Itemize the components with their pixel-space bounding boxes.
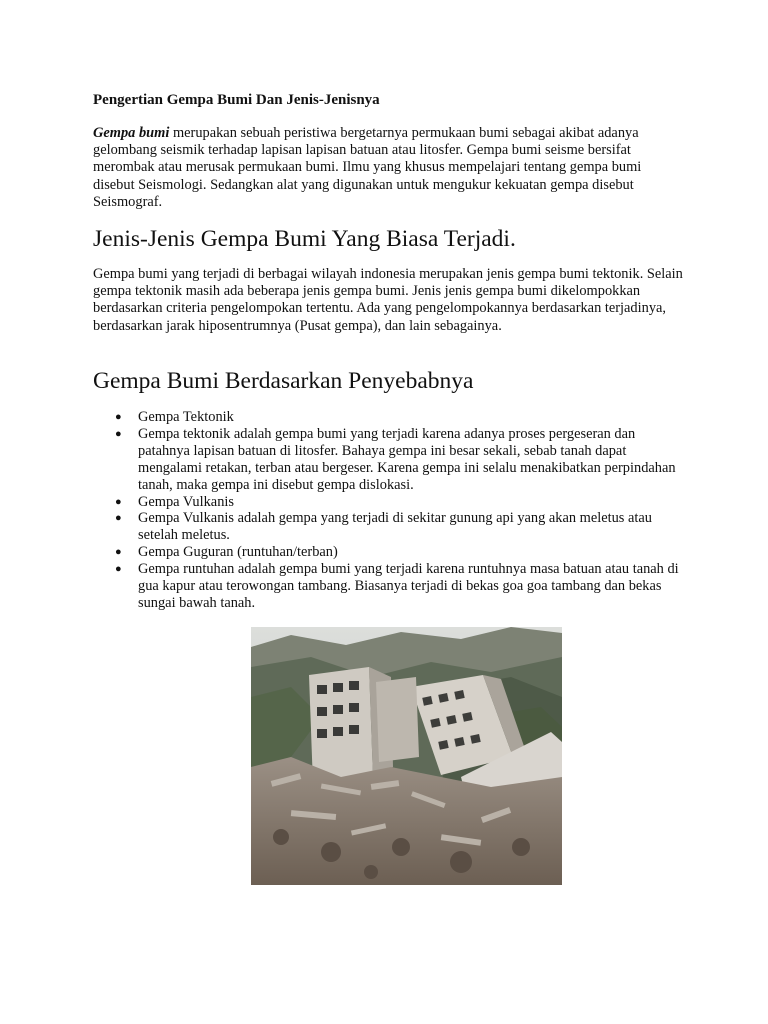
bullet-icon: ●: [115, 427, 122, 440]
intro-paragraph: [93, 125, 685, 211]
section-heading-jenis: Jenis-Jenis Gempa Bumi Yang Biasa Terjadi.: [93, 226, 516, 252]
earthquake-photo: [251, 627, 562, 885]
list-item: [93, 494, 685, 511]
document-title: Pengertian Gempa Bumi Dan Jenis-Jenisnya: [93, 92, 380, 108]
section-paragraph-jenis: Gempa bumi yang terjadi di berbagai wilayah indonesia merupakan jenis gempa bumi tektonik. Selain gempa tektonik masih ada beberapa jenis gempa bumi. Jenis jenis gempa bumi dikelompokkan berdasarkan criteria pengelompokan tertentu. Ada yang pengelompokannya berdasarkan terjadinya, berdasarkan jarak hiposentrumnya (Pusat gempa), dan lain sebagainya.: [93, 266, 683, 334]
bullet-list: [93, 409, 685, 612]
list-item-text: Gempa tektonik adalah gempa bumi yang terjadi karena adanya proses pergeseran dan patahnya lapisan batuan di litosfer. Bahaya gempa ini besar sekali, sebab tanah dapat mengalami retakan, terban atau bergeser. Karena gempa ini selalu menakibatkan perpindahan tanah, maka gempa ini disebut gempa dislokasi.: [138, 425, 676, 493]
bullet-icon: ●: [115, 495, 122, 508]
list-item-text: Gempa Tektonik: [138, 409, 234, 425]
list-item: [93, 561, 685, 612]
intro-term: Gempa bumi: [93, 125, 170, 141]
list-item-text: Gempa Vulkanis: [138, 493, 234, 510]
collapsed-buildings-image: [251, 627, 562, 885]
bullet-icon: ●: [115, 563, 122, 576]
list-item-text: Gempa Vulkanis adalah gempa yang terjadi di sekitar gunung api yang akan meletus atau setelah meletus.: [138, 510, 652, 544]
intro-text: merupakan sebuah peristiwa bergetarnya permukaan bumi sebagai akibat adanya gelombang seismik terhadap lapisan lapisan batuan atau litosfer. Gempa bumi seisme bersifat merombak atau merusak permukaan bumi. Ilmu yang khusus mempelajari tentang gempa bumi disebut Seismologi. Sedangkan alat yang digunakan untuk mengukur kekuatan gempa disebut Seismograf.: [93, 125, 642, 210]
list-item: [93, 409, 685, 426]
list-item: [93, 426, 685, 494]
list-item-text: Gempa Guguran (runtuhan/terban): [138, 544, 338, 561]
bullet-icon: ●: [115, 512, 122, 525]
list-item-text: Gempa runtuhan adalah gempa bumi yang terjadi karena runtuhnya masa batuan atau tanah di gua kapur atau terowongan tambang. Biasanya terjadi di bekas goa goa tambang dan bekas sungai bawah tanah.: [138, 561, 679, 611]
bullet-icon: ●: [115, 546, 122, 559]
list-item: [93, 510, 685, 544]
section-heading-penyebab: Gempa Bumi Berdasarkan Penyebabnya: [93, 368, 474, 394]
bullet-icon: ●: [115, 411, 122, 423]
list-item: [93, 544, 685, 561]
